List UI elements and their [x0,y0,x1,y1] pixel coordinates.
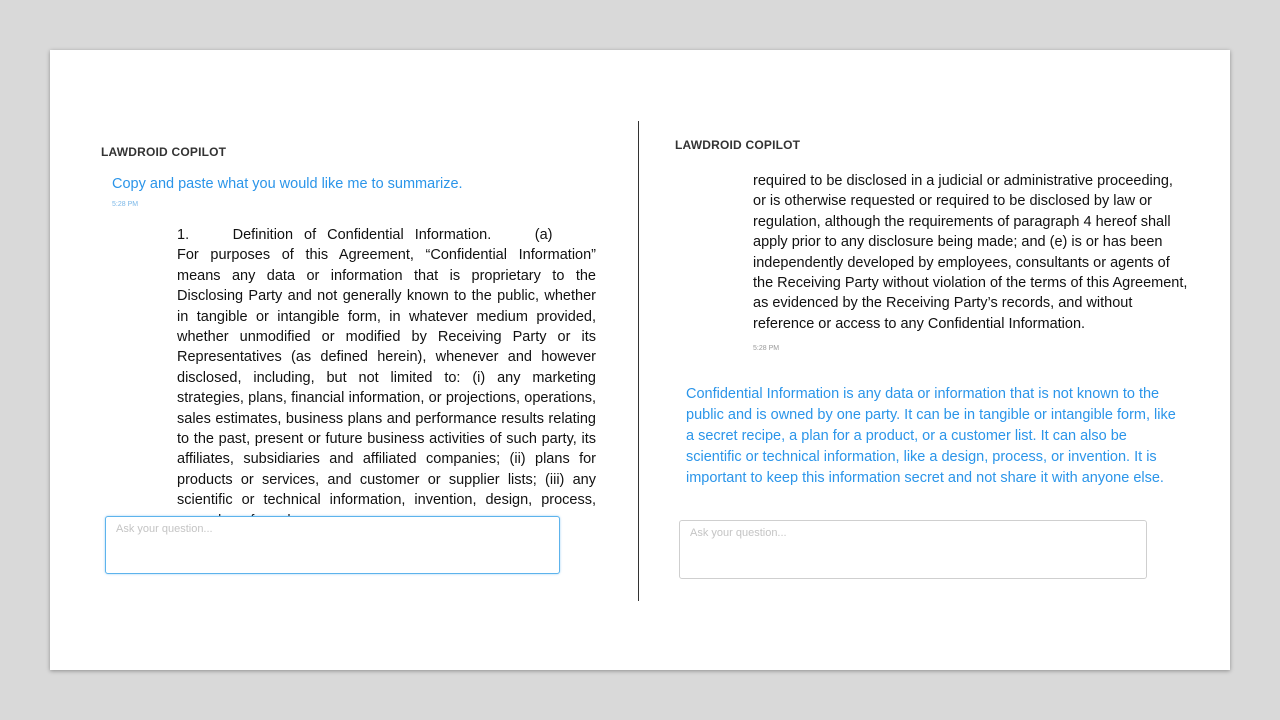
right-user-message-time: 5:28 PM [753,345,780,352]
right-bot-reply: Confidential Information is any data or information that is not known to the public and is owned by one party. It can be in tangible or intangible form, like a secret recipe, a plan for a product, or a customer list. It can also be scientific or technical information, like a design, process, or invention. It is important to keep this information secret and not share it with anyone else. [686,386,1176,486]
left-panel-title: LAWDROID COPILOT [101,145,227,159]
right-question-input[interactable] [679,520,1147,579]
right-panel-title: LAWDROID COPILOT [675,138,801,152]
right-user-message: required to be disclosed in a judicial or administrative proceeding, or is otherwise requested or required to be disclosed by law or regulation, although the requirements of paragraph 4 hereof shall apply prior to any disclosure being made; and (e) is or has been independently developed by employees, consultants or agents of the Receiving Party without violation of the terms of this Agreement, as evidenced by the Receiving Party’s records, and without reference or access to any Confidential Information. [753,173,1188,332]
left-user-message: 1. Definition of Confidential Information. (a) For purposes of this Agreement, “Confidential Information” means any data or information that is proprietary to the Disclosing Party and not generally known to the public, whether in tangible or intangible form, in whatever medium provided, whether unmodified or modified by Receiving Party or its Representatives (as defined herein), whenever and however disclosed, including, but not limited to: (i) any marketing strategies, plans, financial information, or projections, operations, sales estimates, business plans and performance results relating to the past, present or future business activities of such party, its affiliates, subsidiaries and affiliated companies; (ii) plans for products or services, and customer or supplier lists; (iii) any scientific or technical information, invention, design, process, [177,227,596,509]
left-bot-message: Copy and paste what you would like me to summarize. [112,176,463,192]
left-bot-message-time: 5:28 PM [112,201,139,208]
left-question-input[interactable] [105,516,560,574]
slide-canvas [50,50,1230,670]
panel-divider [638,121,639,601]
